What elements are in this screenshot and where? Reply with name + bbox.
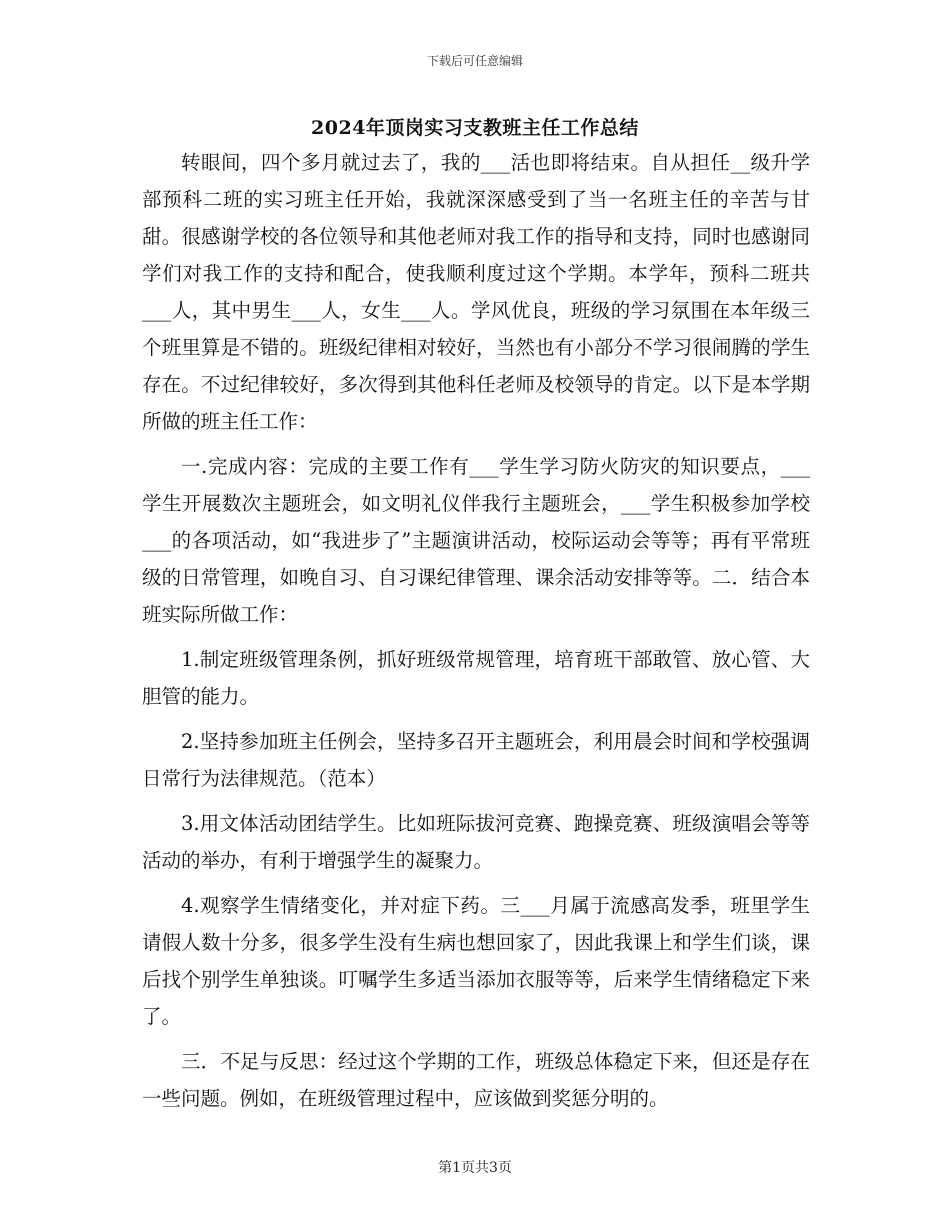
paragraph-item-1: 1.制定班级管理条例，抓好班级常规管理，培育班干部敢管、放心管、大胆管的能力。 xyxy=(142,648,810,708)
paragraph-item-3: 3.用文体活动团结学生。比如班际拔河竞赛、跑操竞赛、班级演唱会等等活动的举办，有利于增强学生的凝聚力。 xyxy=(142,812,810,872)
header-note: 下载后可任意编辑 xyxy=(426,54,523,68)
document-title: 2024年顶岗实习支教班主任工作总结 xyxy=(311,117,639,139)
paragraph-section-one: 一.完成内容：完成的主要工作有___学生学习防火防灾的知识要点，___学生开展数次主题班会，如文明礼仪伴我行主题班会，___学生积极参加学校___的各项活动，如“我进步了”主题演讲活动，校际运动会等等；再有平常班级的日常管理，如晚自习、自习课纪律管理、课余活动安排等等。二．结合本班实际所做工作： xyxy=(142,455,810,626)
paragraph-intro: 转眼间，四个多月就过去了，我的___活也即将结束。自从担任__级升学部预科二班的实习班主任开始，我就深深感受到了当一名班主任的辛苦与甘甜。很感谢学校的各位领导和其他老师对我工作的指导和支持，同时也感谢同学们对我工作的支持和配合，使我顺利度过这个学期。本学年，预科二班共___人，其中男生___人，女生___人。学风优良，班级的学习氛围在本年级三个班里算是不错的。班级纪律相对较好，当然也有小部分不学习很闹腾的学生存在。不过纪律较好，多次得到其他科任老师及校领导的肯定。以下是本学期所做的班主任工作： xyxy=(142,151,810,433)
paragraph-item-4: 4.观察学生情绪变化，并对症下药。三___月属于流感高发季，班里学生请假人数十分多，很多学生没有生病也想回家了，因此我课上和学生们谈，课后找个别学生单独谈。叮嘱学生多适当添加衣服等等，后来学生情绪稳定下来了。 xyxy=(142,894,810,1028)
paragraph-item-2: 2.坚持参加班主任例会，坚持多召开主题班会，利用晨会时间和学校强调日常行为法律规范。（范本） xyxy=(142,730,810,790)
page-footer: 第1页共3页 xyxy=(438,1160,512,1176)
document-body xyxy=(142,144,810,1118)
paragraph-section-three: 三．不足与反思：经过这个学期的工作，班级总体稳定下来，但还是存在一些问题。例如，在班级管理过程中，应该做到奖惩分明的。 xyxy=(142,1050,810,1110)
